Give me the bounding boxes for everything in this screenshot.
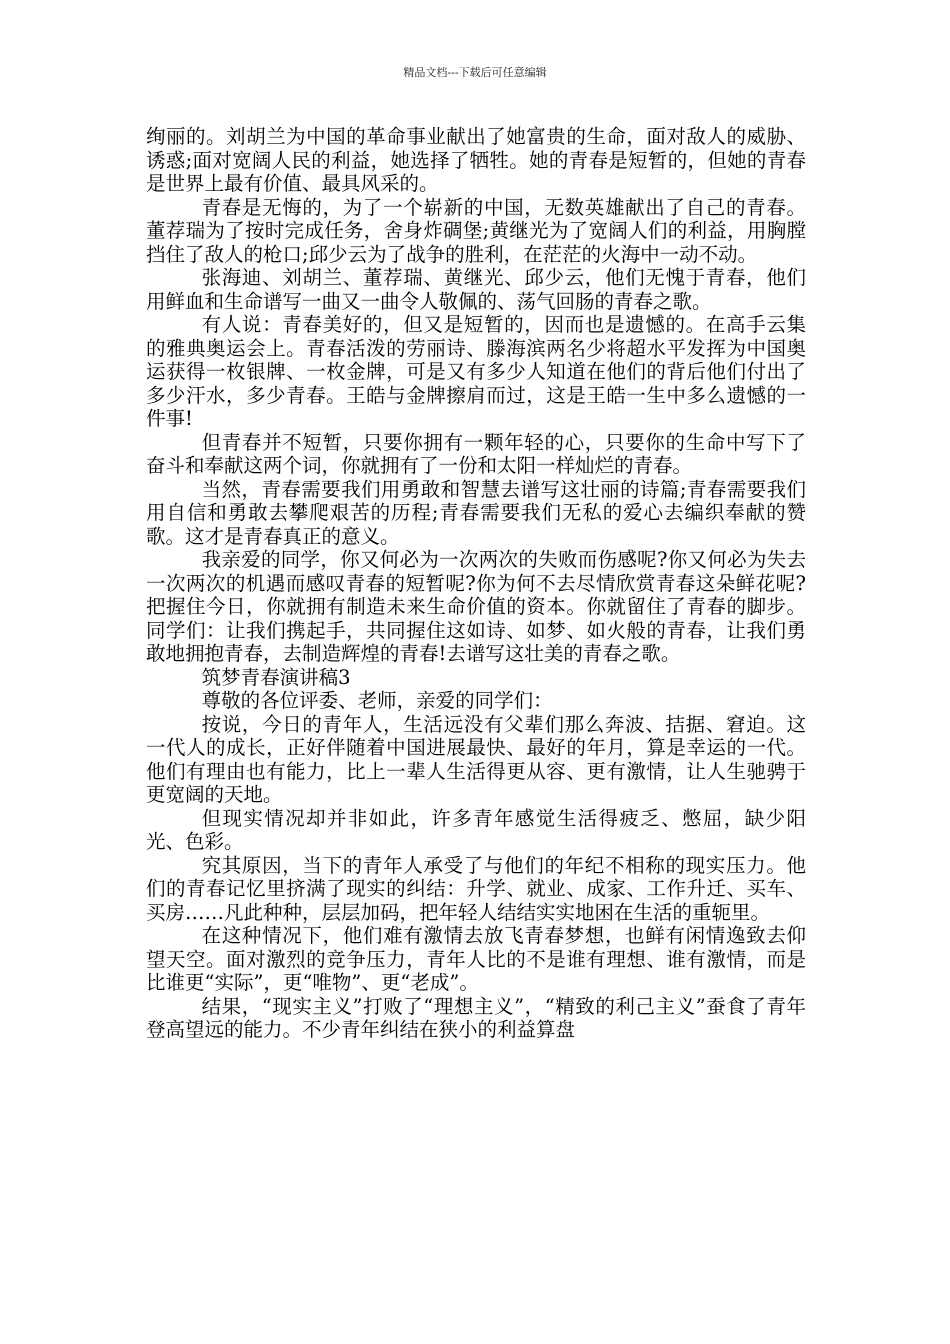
paragraph: 结果，“现实主义”打败了“理想主义”，“精致的利己主义”蚕食了青年登高望远的能力。不少青年纠结在狭小的利益算盘 (146, 994, 806, 1041)
page-header: 精品文档---下载后可任意编辑 (403, 66, 547, 79)
paragraph: 但现实情况却并非如此，许多青年感觉生活得疲乏、憋屈，缺少阳光、色彩。 (146, 806, 806, 853)
paragraph: 我亲爱的同学，你又何必为一次两次的失败而伤感呢?你又何必为失去一次两次的机遇而感叹青春的短暂呢?你为何不去尽情欣赏青春这朵鲜花呢?把握住今日，你就拥有制造未来生命价值的资本。你就留住了青春的脚步。同学们：让我们携起手，共同握住这如诗、如梦、如火般的青春，让我们勇敢地拥抱青春，去制造辉煌的青春!去谱写这壮美的青春之歌。 (146, 548, 806, 665)
paragraph: 但青春并不短暂，只要你拥有一颗年轻的心，只要你的生命中写下了奋斗和奉献这两个词，你就拥有了一份和太阳一样灿烂的青春。 (146, 430, 806, 477)
paragraph: 当然，青春需要我们用勇敢和智慧去谱写这壮丽的诗篇;青春需要我们用自信和勇敢去攀爬艰苦的历程;青春需要我们无私的爱心去编织奉献的赞歌。这才是青春真正的意义。 (146, 477, 806, 548)
salutation: 尊敬的各位评委、老师，亲爱的同学们： (201, 689, 553, 712)
paragraph: 究其原因，当下的青年人承受了与他们的年纪不相称的现实压力。他们的青春记忆里挤满了现实的纠结：升学、就业、成家、工作升迁、买车、买房……凡此种种，层层加码，把年轻人结结实实地困在生活的重轭里。 (146, 853, 806, 924)
paragraph: 按说，今日的青年人，生活远没有父辈们那么奔波、拮据、窘迫。这一代人的成长，正好伴随着中国进展最快、最好的年月，算是幸运的一代。他们有理由也有能力，比上一辈人生活得更从容、更有激情，让人生驰骋于更宽阔的天地。 (146, 712, 806, 806)
paragraph: 张海迪、刘胡兰、董荐瑞、黄继光、邱少云，他们无愧于青春，他们用鲜血和生命谱写一曲又一曲令人敬佩的、荡气回肠的青春之歌。 (146, 266, 806, 313)
paragraph: 在这种情况下，他们难有激情去放飞青春梦想，也鲜有闲情逸致去仰望天空。面对激烈的竞争压力，青年人比的不是谁有理想、谁有激情，而是比谁更“实际”，更“唯物”、更“老成”。 (146, 924, 806, 994)
paragraph: 青春是无悔的，为了一个崭新的中国，无数英雄献出了自己的青春。董荐瑞为了按时完成任务，舍身炸碉堡;黄继光为了宽阔人们的利益，用胸膛挡住了敌人的枪口;邱少云为了战争的胜利，在茫茫的火海中一动不动。 (146, 195, 806, 266)
article-body (146, 125, 806, 1042)
paragraph: 有人说：青春美好的，但又是短暂的，因而也是遗憾的。在高手云集的雅典奥运会上。青春活泼的劳丽诗、滕海滨两名少将超水平发挥为中国奥运获得一枚银牌、一枚金牌，可是又有多少人知道在他们的背后他们付出了多少汗水，多少青春。王皓与金牌擦肩而过，这是王皓一生中多么遗憾的一件事! (146, 313, 806, 430)
paragraph: 绚丽的。刘胡兰为中国的革命事业献出了她富贵的生命，面对敌人的威胁、诱惑;面对宽阔人民的利益，她选择了牺牲。她的青春是短暂的，但她的青春是世界上最有价值、最具风采的。 (146, 125, 806, 195)
section-title: 筑梦青春演讲稿3 (201, 665, 351, 689)
